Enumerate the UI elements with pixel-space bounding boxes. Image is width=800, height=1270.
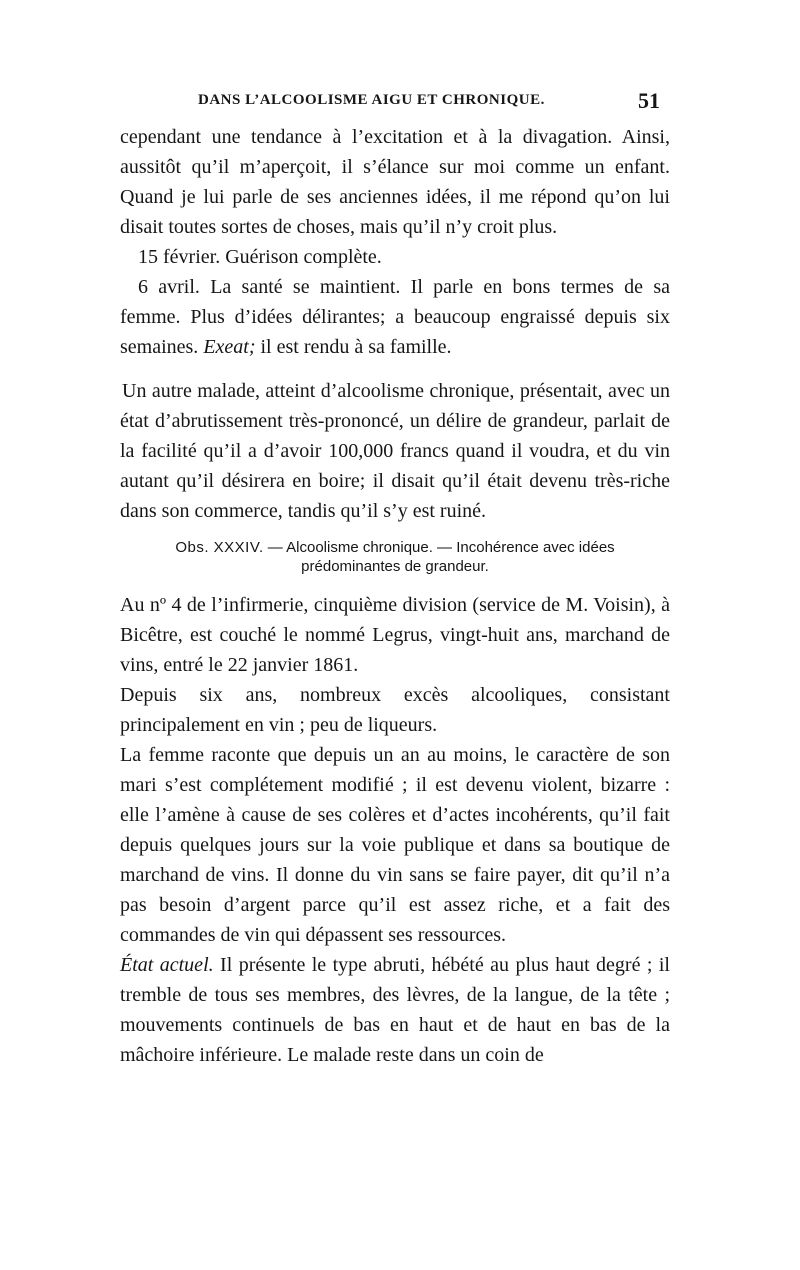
observation-heading — [120, 538, 670, 576]
body-text — [120, 122, 670, 1070]
autre-malade — [120, 376, 670, 526]
paragraph-infirmerie: Au nº 4 de l’infirmerie, cinquième division (service de M. Voisin), à Bicêtre, est couché le nommé Legrus, vingt-huit ans, marchand de vins, entré le 22 janvier 1861. — [120, 594, 670, 676]
paragraph-autre-malade: Un autre malade, atteint d’alcoolisme chronique, présentait, avec un état d’abrutissement très-prononcé, un délire de grandeur, parlait de la facilité qu’il a d’avoir 100,000 francs quand il voudra, et du vin autant qu’il désirera en boire; il disait qu’il était devenu très-riche dans son commerce, tandis qu’il s’y est ruiné. — [120, 380, 670, 522]
observation-title-line2: prédominantes de grandeur. — [301, 558, 489, 575]
etat-actuel-italic: État actuel. — [120, 954, 214, 976]
etat-actuel-rest: Il présente le type abruti, hébété au plus haut degré ; il tremble de tous ses membres, des lèvres, de la langue, de la tête ; mouvements continuels de bas en haut et de haut en bas de la mâchoire inférieure. Le malade reste dans un coin de — [120, 954, 670, 1066]
case-continuation — [120, 122, 670, 362]
observation-label: Obs. XXXIV. — [175, 539, 264, 556]
page-header — [120, 88, 660, 120]
running-title: DANS L’ALCOOLISME AIGU ET CHRONIQUE. — [198, 92, 545, 108]
exeat-rest: il est rendu à sa famille. — [255, 336, 452, 358]
observation-body — [120, 590, 670, 1070]
page-number: 51 — [638, 88, 660, 113]
paragraph-fevrier: 15 février. Guérison complète. — [138, 246, 382, 268]
paragraph-etat-actuel — [120, 950, 670, 1070]
paragraph-excitation: cependant une tendance à l’excitation et à la divagation. Ainsi, aussitôt qu’il m’aperçoit, il s’élance sur moi comme un enfant. Quand je lui parle de ses anciennes idées, il me répond qu’on lui disait toutes sortes de choses, mais qu’il n’y croit plus. — [120, 126, 670, 238]
paragraph-exces: Depuis six ans, nombreux excès alcooliques, consistant principalement en vin ; peu de liqueurs. — [120, 684, 670, 736]
exeat-italic: Exeat; — [203, 336, 256, 358]
avril-text: 6 avril. La santé se maintient. Il parle en bons termes de sa femme. Plus d’idées délirantes; a beaucoup engraissé depuis six semaines. — [120, 276, 670, 358]
paragraph-femme: La femme raconte que depuis un an au moins, le caractère de son mari s’est complétement modifié ; il est devenu violent, bizarre : elle l’amène à cause de ses colères et d’actes incohérents, qu’il fait depuis quelques jours sur la voie publique et dans sa boutique de marchand de vins. Il donne du vin sans se faire payer, dit qu’il n’a pas besoin d’argent parce qu’il est assez riche, et a fait des commandes de vin qui dépassent ses ressources. — [120, 744, 670, 946]
observation-title-line1: — Alcoolisme chronique. — Incohérence avec idées — [263, 539, 615, 556]
paragraph-avril — [120, 272, 670, 362]
